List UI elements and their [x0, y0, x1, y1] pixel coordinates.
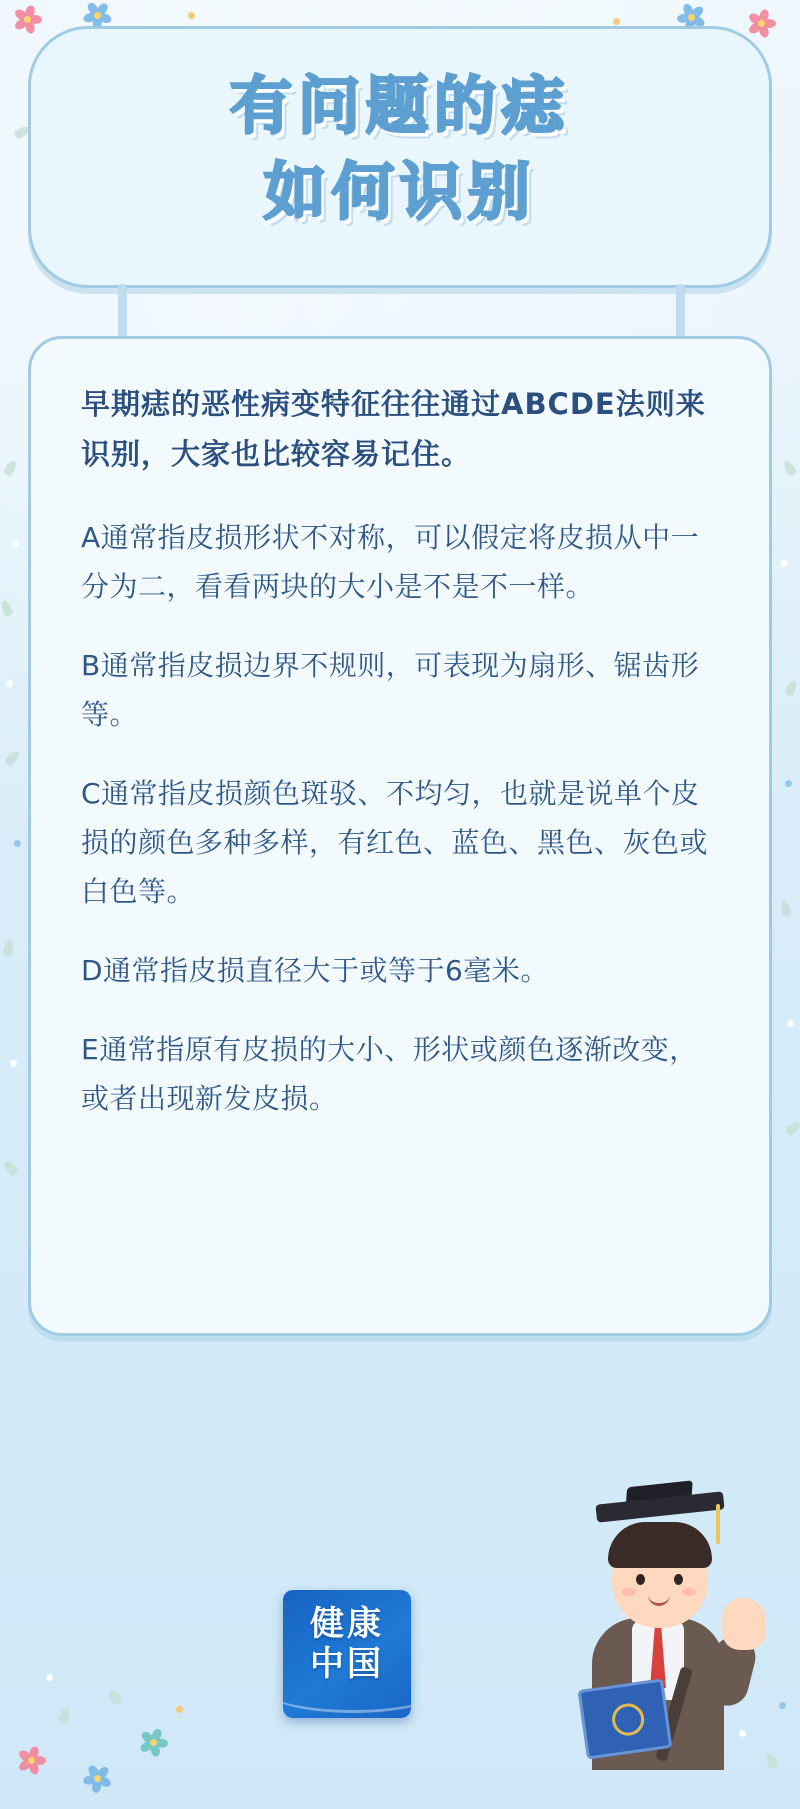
- dot-icon: [14, 840, 21, 847]
- content-card: [28, 336, 772, 1336]
- brand-logo: [283, 1590, 411, 1718]
- leaf-icon: [779, 899, 792, 917]
- dot-icon: [188, 12, 195, 19]
- logo-wave-3: [283, 1692, 411, 1718]
- mascot-book: [578, 1678, 673, 1759]
- mascot-eye-left: [636, 1574, 645, 1585]
- dot-icon: [787, 1020, 794, 1027]
- dot-icon: [785, 780, 792, 787]
- leaf-icon: [2, 1159, 19, 1177]
- mascot-eye-right: [674, 1574, 683, 1585]
- graduate-mascot-illustration: [540, 1470, 790, 1770]
- dot-icon: [12, 540, 19, 547]
- dot-icon: [6, 680, 13, 687]
- title-line-1: 有问题的痣: [229, 69, 570, 142]
- leaf-icon: [784, 1119, 800, 1136]
- flower-icon: [140, 1729, 166, 1755]
- flower-icon: [14, 6, 40, 32]
- dot-icon: [781, 560, 788, 567]
- dot-icon: [176, 1706, 183, 1713]
- mascot-cap-tassel: [716, 1504, 720, 1544]
- dot-icon: [613, 18, 620, 25]
- dot-icon: [46, 1674, 53, 1681]
- flower-icon: [18, 1747, 44, 1773]
- rule-paragraph-e: E通常指原有皮损的大小、形状或颜色逐渐改变，或者出现新发皮损。: [81, 1033, 698, 1115]
- floral-decoration-bottom-left: [0, 1619, 240, 1809]
- leaf-icon: [3, 459, 19, 477]
- page-title: [31, 63, 769, 235]
- brand-logo-line-2: 中国: [310, 1644, 384, 1684]
- title-line-2: 如何识别: [263, 155, 536, 228]
- leaf-icon: [107, 1688, 123, 1706]
- mascot-waving-hand: [722, 1598, 766, 1650]
- rule-paragraph-b: B通常指皮损边界不规则，可表现为扇形、锯齿形等。: [81, 649, 700, 731]
- flower-icon: [748, 10, 774, 36]
- leaf-icon: [0, 599, 13, 617]
- leaf-icon: [58, 1706, 72, 1724]
- leaf-icon: [4, 749, 22, 767]
- mascot-cheek-right: [682, 1588, 696, 1596]
- flower-icon: [84, 1765, 110, 1791]
- mascot-cheek-left: [622, 1588, 636, 1596]
- rule-paragraph-d: D通常指皮损直径大于或等于6毫米。: [81, 954, 549, 987]
- mascot-hair: [608, 1522, 712, 1568]
- dot-icon: [10, 1060, 17, 1067]
- leaf-icon: [782, 459, 798, 477]
- leaf-icon: [2, 939, 15, 957]
- title-card: [28, 26, 772, 288]
- book-seal-icon: [610, 1702, 646, 1738]
- rule-paragraph-c: C通常指皮损颜色斑驳、不均匀，也就是说单个皮损的颜色多种多样，有红色、蓝色、黑色、灰色或白色等。: [81, 777, 709, 908]
- rule-paragraph-a: A通常指皮损形状不对称，可以假定将皮损从中一分为二，看看两块的大小是不是不一样。: [81, 521, 700, 603]
- leaf-icon: [784, 679, 799, 697]
- flower-icon: [84, 2, 110, 28]
- lead-paragraph: 早期痣的恶性病变特征往往通过ABCDE法则来识别，大家也比较容易记住。: [81, 387, 706, 471]
- brand-logo-line-1: 健康: [310, 1604, 384, 1644]
